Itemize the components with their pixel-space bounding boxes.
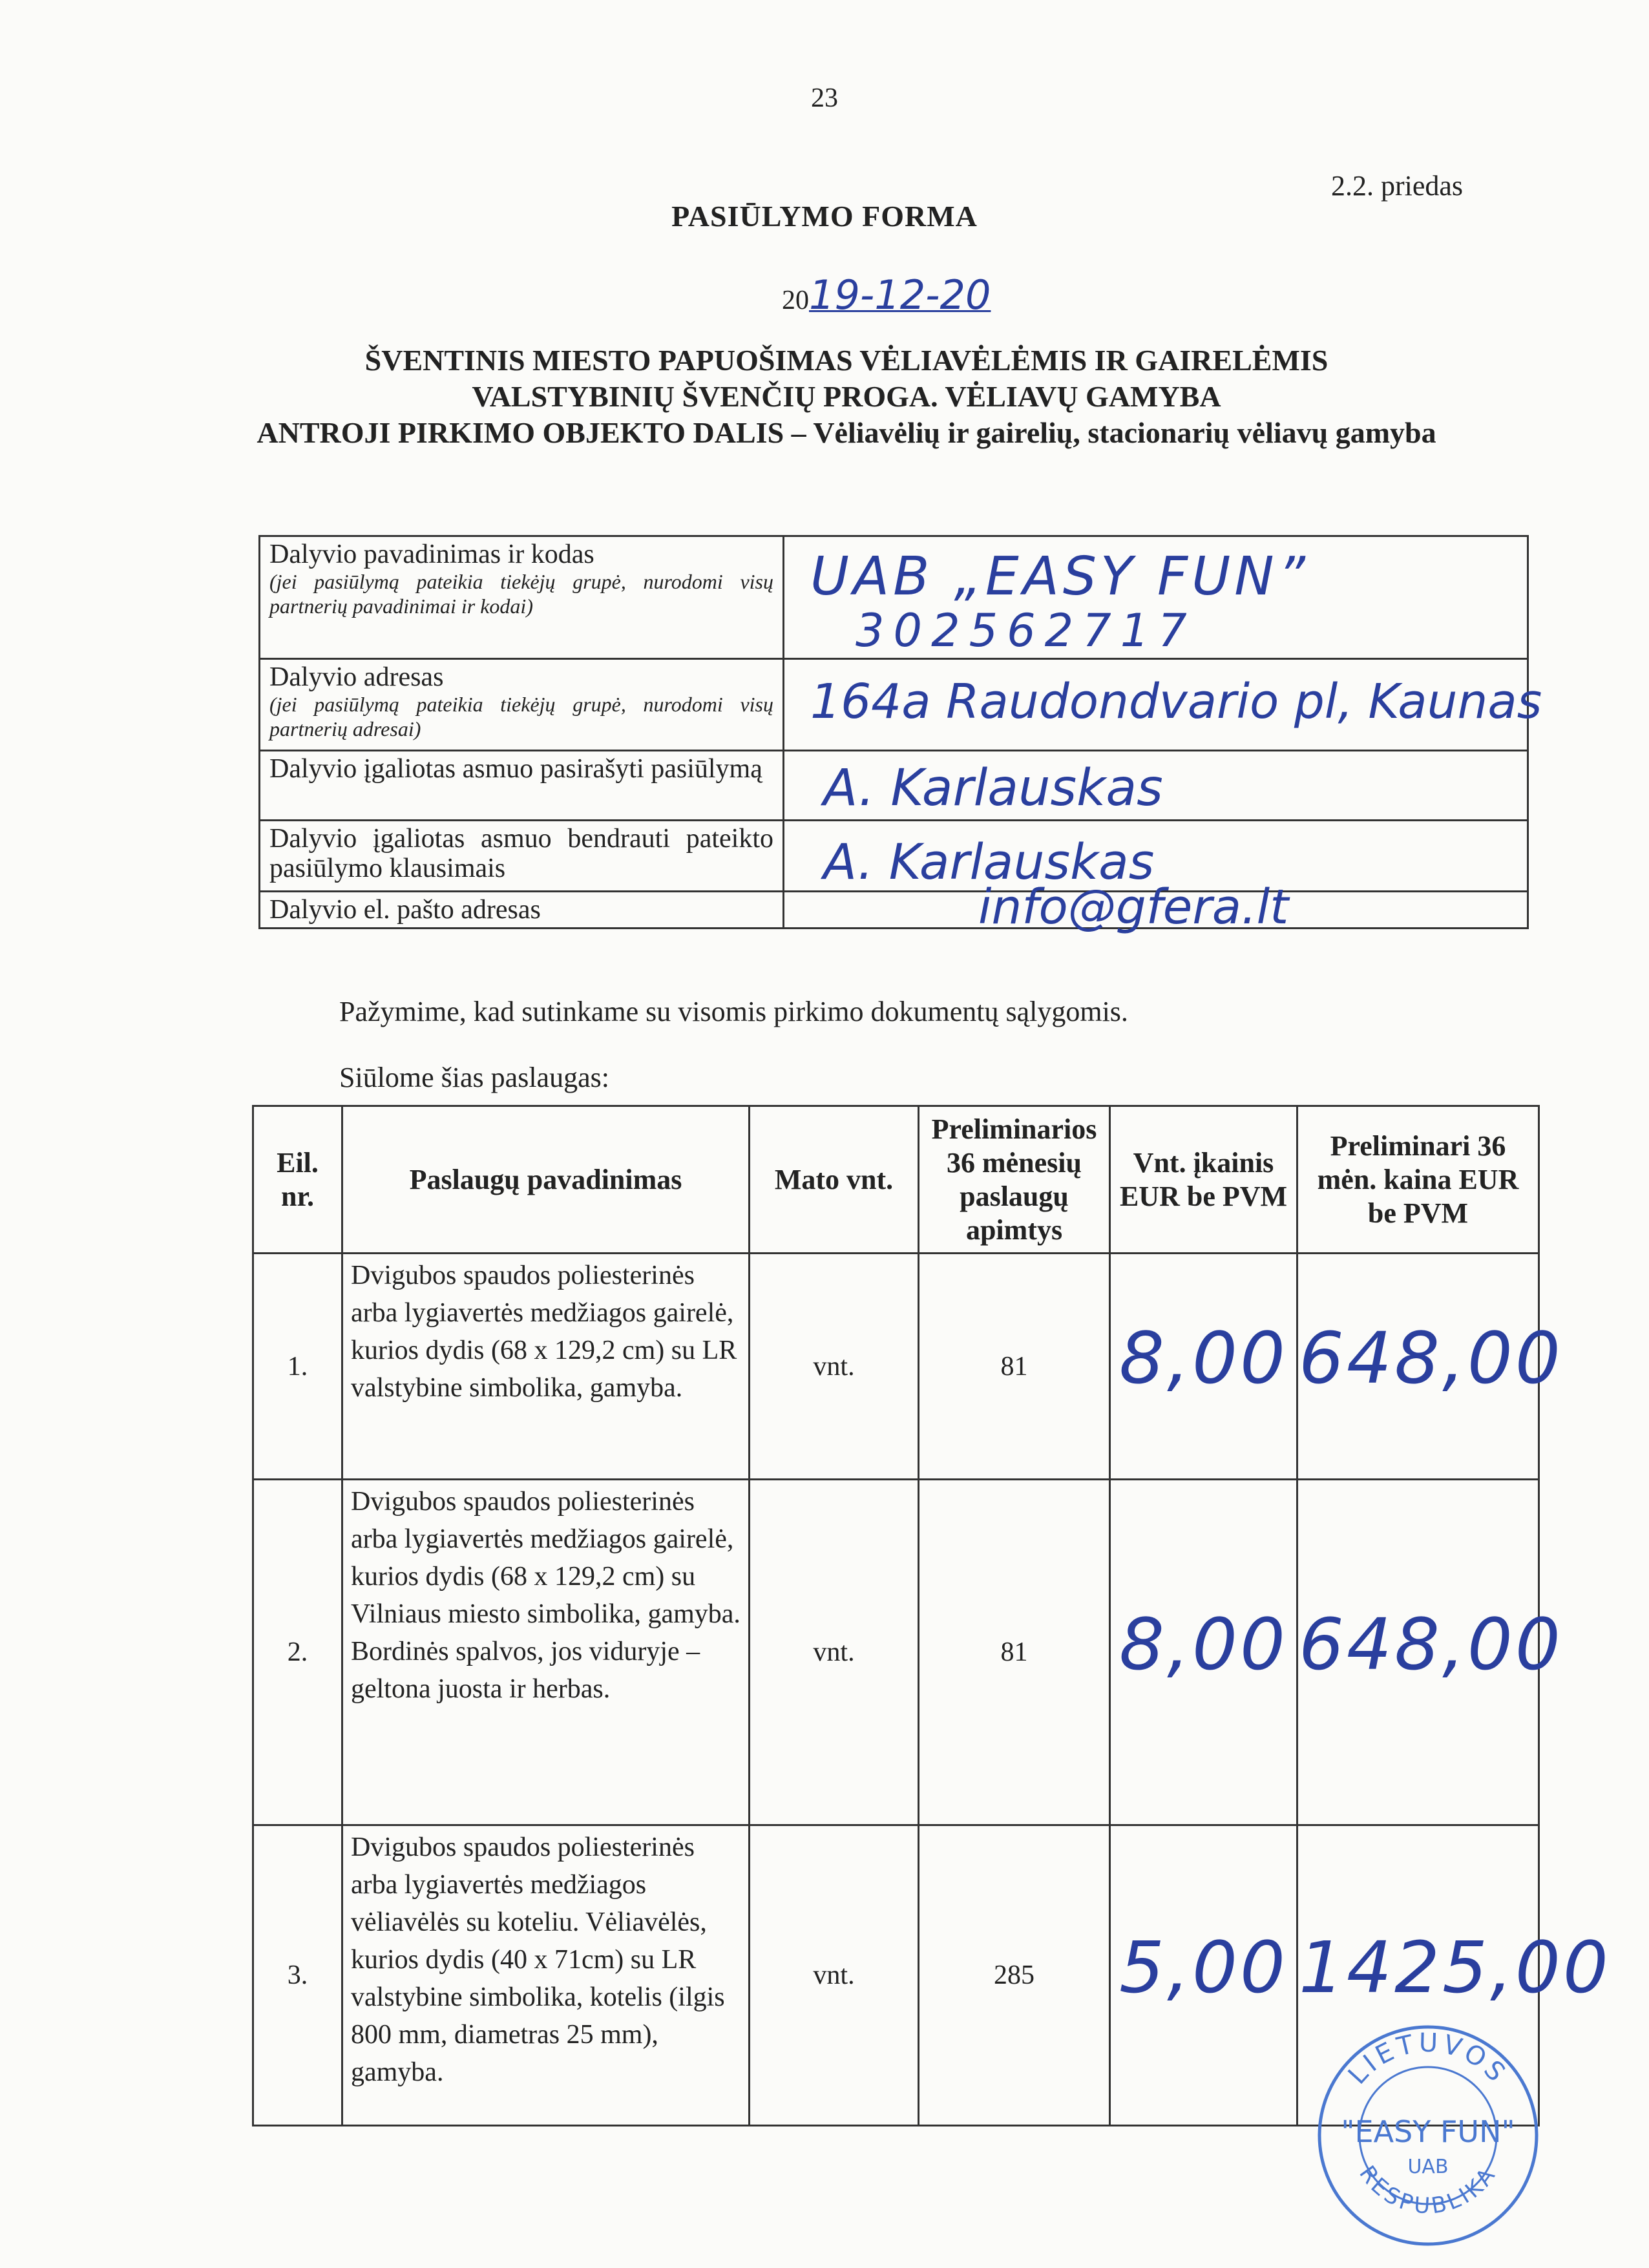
row-total-cell [1297, 1480, 1563, 1825]
signatory-label-cell [260, 751, 784, 821]
participant-name-label: Dalyvio pavadinimas ir kodas [269, 540, 594, 569]
header-unit-price: Vnt. įkainis EUR be PVM [1110, 1106, 1297, 1254]
row-total-cell [1297, 1254, 1563, 1480]
participant-name-row [260, 536, 1528, 659]
row-unit-price-cell [1110, 1480, 1297, 1825]
header-unit: Mato vnt. [750, 1106, 919, 1254]
form-title: PASIŪLYMO FORMA [671, 200, 978, 233]
email-value: info@gfera.lt [978, 879, 1289, 935]
date-line [782, 271, 991, 319]
page-number: 23 [811, 83, 838, 113]
email-row [260, 892, 1528, 929]
date-handwritten: 19-12-20 [809, 271, 991, 319]
row-unit-price: 5,00 [1119, 1926, 1288, 2009]
table-row [253, 1254, 1539, 1480]
row-unit: vnt. [750, 1254, 919, 1480]
row-description: Dvigubos spaudos poliesterinės arba lygiavertės medžiagos gairelė, kurios dydis (68 x 129,2 cm) su LR valstybine simbolika, gamyba. [342, 1254, 750, 1480]
row-unit-price-cell [1110, 1825, 1297, 2126]
agreement-statement: Pažymime, kad sutinkame su visomis pirkimo dokumentų sąlygomis. [339, 996, 1128, 1027]
signatory-row [260, 751, 1528, 821]
participant-address-note: (jei pasiūlymą pateikia tiekėjų grupė, nurodomi visų partnerių adresai) [269, 693, 773, 740]
email-label-cell [260, 892, 784, 929]
stamp-top-text: LIETUVOS [1342, 2028, 1514, 2090]
row-description: Dvigubos spaudos poliesterinės arba lygiavertės medžiagos vėliavėlės su koteliu. Vėliavėlės, kurios dydis (40 x 71cm) su LR valstybine simbolika, kotelis (ilgis 800 mm, diametras 25 mm), gamyba. [342, 1825, 750, 2126]
services-table [252, 1105, 1611, 2126]
appendix-label: 2.2. priedas [1331, 170, 1464, 202]
row-qty: 81 [919, 1254, 1110, 1480]
row-no: 1. [253, 1254, 342, 1480]
contact-person-label: Dalyvio įgaliotas asmuo bendrauti pateikto pasiūlymo klausimais [269, 824, 773, 883]
participant-table [258, 535, 1542, 935]
header-no: Eil. nr. [253, 1106, 342, 1254]
stamp-sub-text: UAB [1407, 2156, 1449, 2178]
signatory-value-cell [784, 751, 1528, 821]
row-unit: vnt. [750, 1825, 919, 2126]
participant-code-value: 302562717 [856, 604, 1196, 657]
signatory-label: Dalyvio įgaliotas asmuo pasirašyti pasiūlymą [269, 754, 762, 784]
date-prefix: 20 [782, 286, 809, 315]
participant-address-value: 164a Raudondvario pl, Kaunas [810, 674, 1542, 730]
participant-address-label: Dalyvio adresas [269, 662, 444, 692]
row-total: 648,00 [1299, 1317, 1563, 1400]
participant-name-label-cell [260, 536, 784, 659]
row-total: 1425,00 [1299, 1926, 1611, 2009]
header-total: Preliminari 36 mėn. kaina EUR be PVM [1297, 1106, 1539, 1254]
email-value-cell [784, 879, 1528, 935]
services-header-row [253, 1106, 1539, 1254]
document-heading [246, 342, 1447, 451]
contact-person-value: A. Karlauskas [823, 833, 1155, 890]
header-name: Paslaugų pavadinimas [342, 1106, 750, 1254]
participant-address-label-cell [260, 659, 784, 751]
contact-person-row [260, 821, 1528, 892]
participant-address-row [260, 659, 1528, 751]
participant-name-note: (jei pasiūlymą pateikia tiekėjų grupė, nurodomi visų partnerių pavadinimai ir kodai) [269, 570, 773, 618]
participant-name-value-cell [784, 536, 1528, 659]
heading-line-3-bold: ANTROJI PIRKIMO OBJEKTO DALIS – [257, 416, 806, 449]
heading-line-1: ŠVENTINIS MIESTO PAPUOŠIMAS VĖLIAVĖLĖMIS IR GAIRELĖMIS [364, 344, 1329, 377]
row-no: 3. [253, 1825, 342, 2126]
row-no: 2. [253, 1480, 342, 1825]
table-row [253, 1480, 1539, 1825]
row-unit-price-cell [1110, 1254, 1297, 1480]
stamp-bottom-text: RESPUBLIKA [1354, 2161, 1502, 2220]
company-stamp [1312, 2019, 1544, 2252]
signatory-value: A. Karlauskas [823, 759, 1163, 817]
participant-name-value: UAB „EASY FUN” [810, 546, 1310, 607]
heading-line-2: VALSTYBINIŲ ŠVENČIŲ PROGA. VĖLIAVŲ GAMYBA [472, 380, 1221, 413]
stamp-center-text: "EASY FUN" [1341, 2114, 1515, 2149]
row-qty: 285 [919, 1825, 1110, 2126]
header-qty: Preliminarios 36 mėnesių paslaugų apimtys [919, 1106, 1110, 1254]
row-qty: 81 [919, 1480, 1110, 1825]
row-unit: vnt. [750, 1480, 919, 1825]
participant-address-value-cell [784, 659, 1542, 751]
email-label: Dalyvio el. pašto adresas [269, 895, 541, 925]
row-unit-price: 8,00 [1119, 1602, 1288, 1686]
heading-line-3-rest: Vėliavėlių ir gairelių, stacionarių vėliavų gamyba [813, 416, 1436, 449]
contact-person-label-cell [260, 821, 784, 892]
row-description: Dvigubos spaudos poliesterinės arba lygiavertės medžiagos gairelė, kurios dydis (68 x 129,2 cm) su Vilniaus miesto simbolika, gamyba. Bordinės spalvos, jos viduryje – geltona juosta ir herbas. [342, 1480, 750, 1825]
heading-line-3 [246, 415, 1447, 451]
row-total: 648,00 [1299, 1602, 1563, 1686]
row-unit-price: 8,00 [1119, 1317, 1288, 1400]
offer-intro: Siūlome šias paslaugas: [339, 1062, 609, 1093]
